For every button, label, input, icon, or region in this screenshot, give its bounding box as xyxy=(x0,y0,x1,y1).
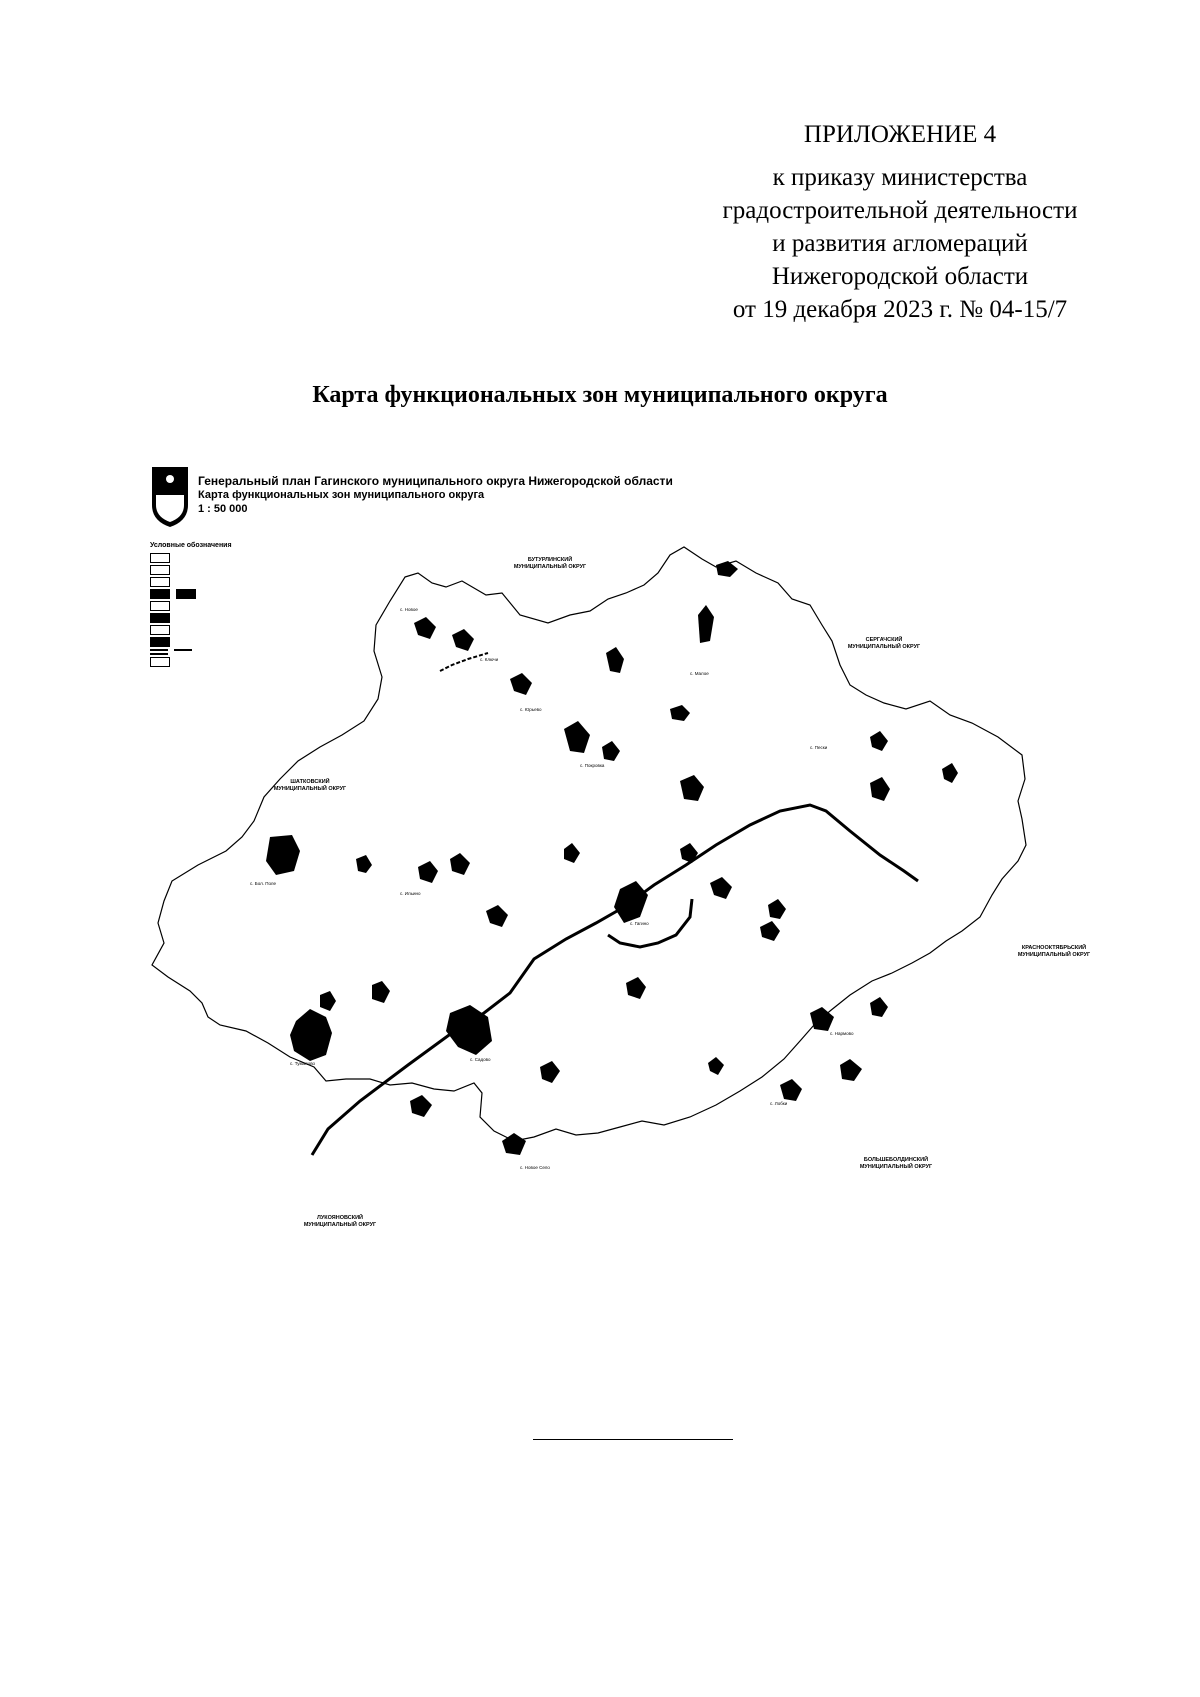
neighbor-north-2: МУНИЦИПАЛЬНЫЙ ОКРУГ xyxy=(513,564,587,570)
legend-swatch xyxy=(150,577,170,587)
map-title-block xyxy=(198,474,673,516)
legend-swatch xyxy=(150,565,170,575)
svg-text:с. Ильино: с. Ильино xyxy=(400,891,421,896)
legend-swatch xyxy=(150,613,170,623)
closing-rule xyxy=(533,1439,733,1440)
legend-swatch xyxy=(150,649,168,651)
neighbor-sw-2: МУНИЦИПАЛЬНЫЙ ОКРУГ xyxy=(303,1222,377,1228)
legend-swatch xyxy=(150,589,170,599)
svg-text:с. Малое: с. Малое xyxy=(690,671,709,676)
appendix-line-3: и развития агломераций xyxy=(772,230,1028,257)
neighbor-e-2: МУНИЦИПАЛЬНЫЙ ОКРУГ xyxy=(1017,952,1091,958)
appendix-line-5: от 19 декабря 2023 г. № 04-15/7 xyxy=(732,296,1068,323)
map-title: Генеральный план Гагинского муниципального округа Нижегородской области xyxy=(198,474,673,488)
neighbor-w-2: МУНИЦИПАЛЬНЫЙ ОКРУГ xyxy=(273,786,347,792)
svg-text:с. Пески: с. Пески xyxy=(810,745,828,750)
legend-swatch xyxy=(150,657,170,667)
neighbor-sw-1: ЛУКОЯНОВСКИЙ xyxy=(316,1215,364,1221)
svg-text:с. Нармово: с. Нармово xyxy=(830,1031,854,1036)
legend-row xyxy=(150,653,375,655)
svg-text:с. Новое Село: с. Новое Село xyxy=(520,1165,550,1170)
neighbor-ne-1: СЕРГАЧСКИЙ xyxy=(865,637,903,643)
svg-text:с. Ключи: с. Ключи xyxy=(480,657,499,662)
legend-swatch xyxy=(150,625,170,635)
svg-text:с. Бол. Поле: с. Бол. Поле xyxy=(250,881,277,886)
appendix-line-4: Нижегородской области xyxy=(771,263,1029,290)
svg-text:с. Новое: с. Новое xyxy=(400,607,418,612)
legend-row xyxy=(150,657,375,667)
svg-text:с. Лобки: с. Лобки xyxy=(770,1101,788,1106)
legend-swatch xyxy=(150,553,170,563)
coat-of-arms-icon xyxy=(150,465,190,529)
neighbor-se-2: МУНИЦИПАЛЬНЫЙ ОКРУГ xyxy=(859,1164,933,1170)
map-legend xyxy=(150,543,375,669)
legend-swatch xyxy=(150,653,168,655)
neighbor-se-1: БОЛЬШЕБОЛДИНСКИЙ xyxy=(863,1157,929,1163)
neighbor-ne-2: МУНИЦИПАЛЬНЫЙ ОКРУГ xyxy=(847,644,921,650)
appendix-line-2: градостроительной деятельности xyxy=(722,197,1078,224)
appendix-heading: ПРИЛОЖЕНИЕ 4 xyxy=(803,121,997,148)
map-scale: 1 : 50 000 xyxy=(198,503,248,515)
appendix-block xyxy=(690,118,1110,326)
legend-row xyxy=(150,589,375,599)
legend-row xyxy=(150,577,375,587)
legend-title: Условные обозначения xyxy=(150,542,232,549)
legend-row xyxy=(150,565,375,575)
svg-text:с. Покровка: с. Покровка xyxy=(580,763,605,768)
legend-swatch xyxy=(150,637,170,647)
legend-row xyxy=(150,553,375,563)
legend-row xyxy=(150,649,375,651)
svg-text:с. Тумалово: с. Тумалово xyxy=(290,1061,316,1066)
neighbor-north-1: БУТУРЛИНСКИЙ xyxy=(527,557,573,563)
map-sheet xyxy=(150,465,1100,1395)
svg-text:с. Садово: с. Садово xyxy=(470,1057,491,1062)
legend-row xyxy=(150,601,375,611)
svg-text:с. Гагино: с. Гагино xyxy=(630,921,649,926)
document-title: Карта функциональных зон муниципального округа xyxy=(312,382,888,408)
legend-row xyxy=(150,613,375,623)
svg-text:с. Юрьево: с. Юрьево xyxy=(520,707,542,712)
map-subtitle: Карта функциональных зон муниципального округа xyxy=(198,489,485,501)
neighbor-w-1: ШАТКОВСКИЙ xyxy=(290,779,330,785)
legend-swatch xyxy=(176,589,196,599)
appendix-line-1: к приказу министерства xyxy=(772,164,1028,191)
legend-swatch xyxy=(174,649,192,651)
legend-row xyxy=(150,625,375,635)
neighbor-e-1: КРАСНООКТЯБРЬСКИЙ xyxy=(1021,945,1087,951)
legend-swatch xyxy=(150,601,170,611)
legend-row xyxy=(150,637,375,647)
